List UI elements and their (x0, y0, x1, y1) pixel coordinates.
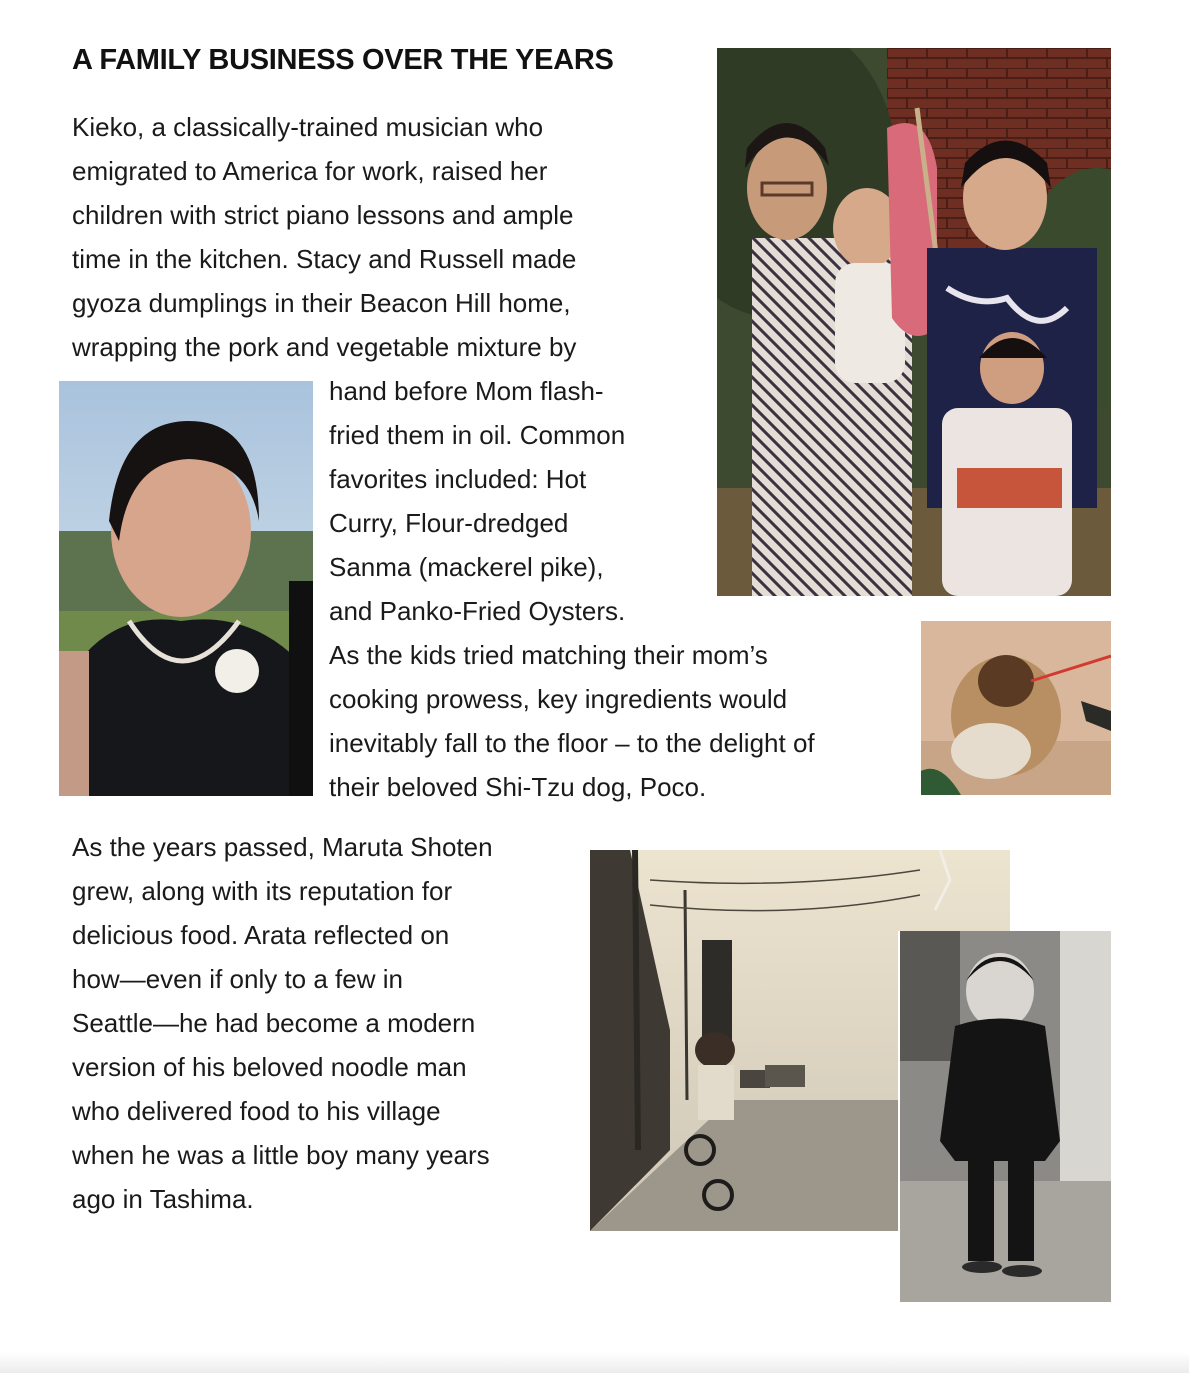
text-line: delicious food. Arata reflected on (72, 920, 450, 950)
text-line: emigrated to America for work, raised her (72, 156, 548, 186)
text-line: As the kids tried matching their mom’s (329, 640, 768, 670)
text-line: Sanma (mackerel pike), (329, 552, 604, 582)
text-line: cooking prowess, key ingredients would (329, 684, 788, 714)
portrait-photo-icon (59, 381, 313, 796)
dog-photo (921, 621, 1111, 795)
child-photo (900, 931, 1111, 1302)
text-line: children with strict piano lessons and ample (72, 200, 574, 230)
text-line: grew, along with its reputation for (72, 876, 453, 906)
family-photo (717, 48, 1111, 596)
text-line: who delivered food to his village (72, 1096, 441, 1126)
text-line: hand before Mom flash- (329, 376, 604, 406)
text-line: Curry, Flour-dredged (329, 508, 569, 538)
text-line: ago in Tashima. (72, 1184, 254, 1214)
child-photo-icon (900, 931, 1111, 1302)
text-line: and Panko-Fried Oysters. (329, 596, 626, 626)
text-line: fried them in oil. Common (329, 420, 626, 450)
portrait-photo (59, 381, 313, 796)
text-line: version of his beloved noodle man (72, 1052, 467, 1082)
page-bottom-edge (0, 1352, 1189, 1373)
text-line: gyoza dumplings in their Beacon Hill home, (72, 288, 571, 318)
text-line: how—even if only to a few in (72, 964, 403, 994)
text-line: inevitably fall to the floor – to the delight of (329, 728, 815, 758)
text-line: when he was a little boy many years (72, 1140, 490, 1170)
text-line: Kieko, a classically-trained musician who (72, 112, 544, 142)
text-line: wrapping the pork and vegetable mixture by (72, 332, 577, 362)
section-heading: A FAMILY BUSINESS OVER THE YEARS (72, 44, 614, 76)
text-line: time in the kitchen. Stacy and Russell made (72, 244, 577, 274)
text-line: As the years passed, Maruta Shoten (72, 832, 493, 862)
text-line: Seattle—he had become a modern (72, 1008, 476, 1038)
dog-photo-icon (921, 621, 1111, 795)
text-line: their beloved Shi-Tzu dog, Poco. (329, 772, 707, 802)
text-line: favorites included: Hot (329, 464, 587, 494)
family-photo-icon (717, 48, 1111, 596)
